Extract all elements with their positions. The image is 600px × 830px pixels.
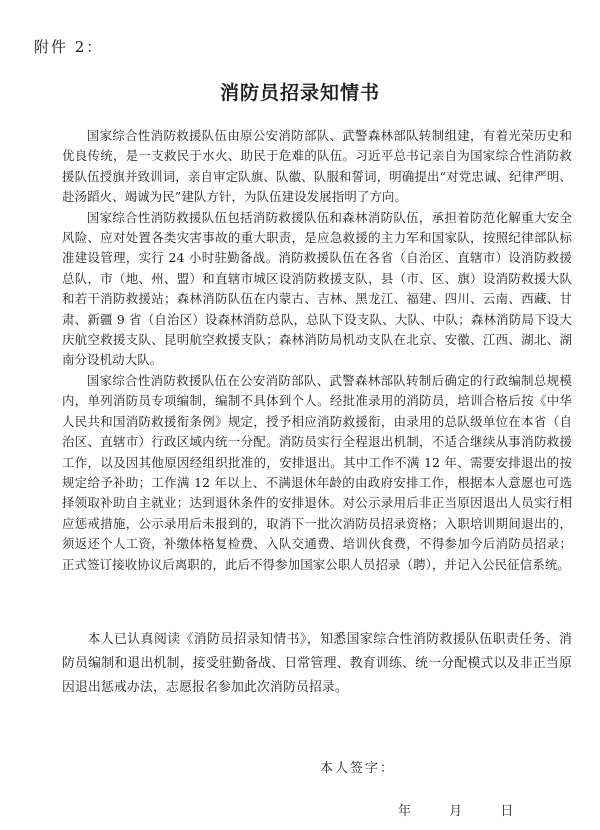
attachment-label: 附件 2： [34,38,104,56]
date-year-label: 年 [398,804,412,819]
body-paragraph-history: 国家综合性消防救援队伍由原公安消防部队、武警森林部队转制组建，有着光荣历史和优良传统，是一支救民于水火、助民于危难的队伍。习近平总书记亲自为国家综合性消防救援队伍授旗并致训词，亲自审定队旗、队徽、队服和誓词，明确提出“对党忠诚、纪律严明、赴汤蹈火、竭诚为民”建队方针，为队伍建设发展指明了方向。 [62,128,572,205]
date-line [398,800,513,819]
signature-line [320,757,395,776]
declaration-block [62,628,572,700]
body-paragraph-staffing-exit: 国家综合性消防救援队伍在公安消防部队、武警森林部队转制后确定的行政编制总规模内，单列消防员专项编制，编制不具体到个人。经批准录用的消防员，培训合格后按《中华人民共和国消防救援衔条例》规定，授予相应消防救援衔，由录用的总队级单位在本省（自治区、直辖市）行政区域内统一分配。消防员实行全程退出机制，不适合继续从事消防救援工作，以及因其他原因经组织批准的，安排退出。其中工作不满 12 年、需要安排退出的按规定给予补助；工作满 12 年以上、不满退休年龄的由政府安排工作，根据本人意愿也可选择领取补助自主就业；达到退休条件的安排退休。对公示录用后非正当原因退出人员实行相应惩戒措施，公示录用后未报到的，取消下一批次消防员招录资格；入职培训期间退出的，须返还个人工资，补缴体格复检费、入队交通费、培训伙食费，不得参加今后消防员招录；正式签订接收协议后离职的，此后不得参加国家公职人员招录（聘），并记入公民征信系统。 [62,372,572,572]
body-paragraph-organization: 国家综合性消防救援队伍包括消防救援队伍和森林消防队伍，承担着防范化解重大安全风险、应对处置各类灾害事故的重大职责，是应急救援的主力军和国家队，按照纪律部队标准建设管理，实行 24 小时驻勤备战。消防救援队伍在各省（自治区、直辖市）设消防救援总队，市（地、州、盟）和直辖市城区设消防救援支队，县（市、区、旗）设消防救援大队和若干消防救援站；森林消防队伍在内蒙古、吉林、黑龙江、福建、四川、云南、西藏、甘肃、新疆 9 省（自治区）设森林消防总队，总队下设支队、大队、中队；森林消防局下设大庆航空救援支队、昆明航空救援支队；森林消防局机动支队在北京、安徽、江西、湖北、湖南分设机动大队。 [62,209,572,368]
date-month-label: 月 [449,804,463,819]
date-day-label: 日 [500,804,514,819]
document-body [62,126,572,575]
declaration-text: 本人已认真阅读《消防员招录知情书》，知悉国家综合性消防救援队伍职责任务、消防员编制和退出机制，接受驻勤备战、日常管理、教育训练、统一分配模式以及非正当原因退出惩戒办法，志愿报名参加此次消防员招录。 [62,632,572,695]
signature-label: 本人签字： [320,761,396,776]
document-title: 消防员招录知情书 [219,82,380,104]
